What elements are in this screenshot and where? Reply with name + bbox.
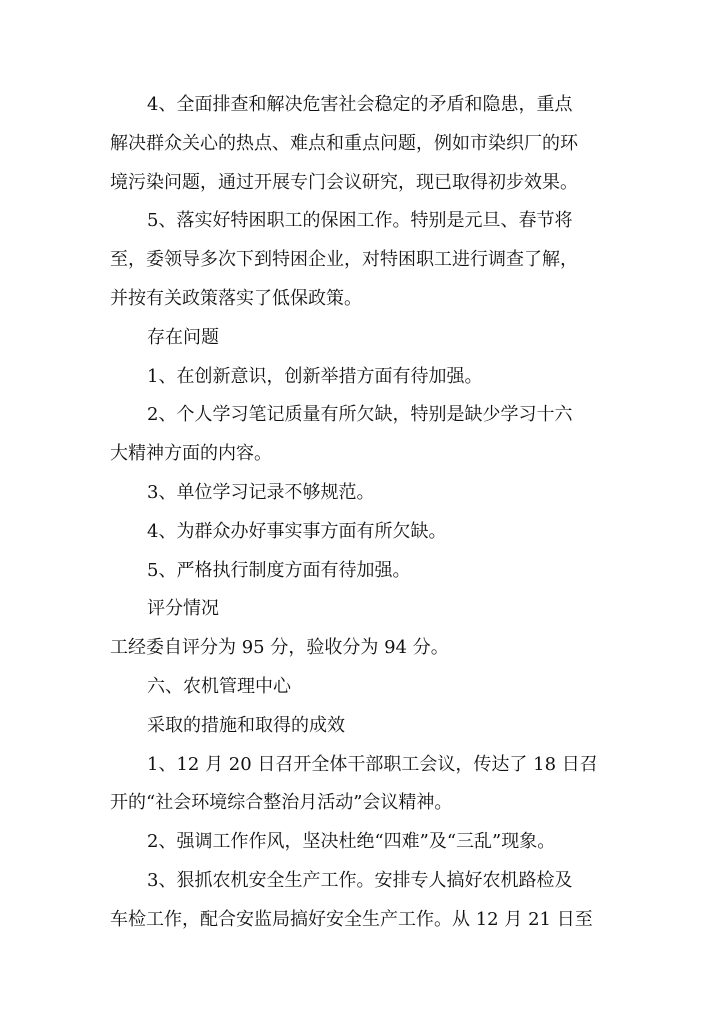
paragraph-line: 境污染问题，通过开展专门会议研究，现已取得初步效果。 bbox=[110, 171, 578, 193]
paragraph-line: 至，委领导多次下到特困企业，对特困职工进行调查了解， bbox=[110, 249, 578, 271]
section-heading: 存在问题 bbox=[147, 326, 219, 348]
section-heading: 六、农机管理中心 bbox=[147, 675, 291, 697]
paragraph-line: 2、个人学习笔记质量有所欠缺，特别是缺少学习十六 bbox=[147, 404, 573, 426]
paragraph-line: 开的“社会环境综合整治月活动”会议精神。 bbox=[110, 792, 453, 814]
paragraph-line: 大精神方面的内容。 bbox=[110, 443, 272, 465]
paragraph-line: 3、单位学习记录不够规范。 bbox=[147, 481, 375, 503]
paragraph-line: 3、狠抓农机安全生产工作。安排专人搞好农机路检及 bbox=[147, 869, 573, 891]
paragraph-line: 5、落实好特困职工的保困工作。特别是元旦、春节将 bbox=[147, 210, 573, 232]
paragraph-line: 2、强调工作作风，坚决杜绝“四难”及“三乱”现象。 bbox=[147, 831, 556, 853]
paragraph-line: 解决群众关心的热点、难点和重点问题，例如市染织厂的环 bbox=[110, 132, 578, 154]
paragraph-line: 工经委自评分为 95 分，验收分为 94 分。 bbox=[110, 637, 449, 659]
paragraph-line: 车检工作，配合安监局搞好安全生产工作。从 12 月 21 日至 bbox=[110, 908, 593, 930]
section-heading: 采取的措施和取得的成效 bbox=[147, 714, 345, 736]
paragraph-line: 4、全面排查和解决危害社会稳定的矛盾和隐患，重点 bbox=[147, 94, 573, 115]
paragraph-line: 1、12 月 20 日召开全体干部职工会议，传达了 18 日召 bbox=[147, 753, 598, 775]
paragraph-line: 并按有关政策落实了低保政策。 bbox=[110, 287, 362, 309]
paragraph-line: 4、为群众办好事实事方面有所欠缺。 bbox=[147, 520, 447, 542]
paragraph-line: 1、在创新意识，创新举措方面有待加强。 bbox=[147, 365, 483, 387]
section-heading: 评分情况 bbox=[147, 598, 219, 620]
document-body bbox=[110, 86, 608, 940]
paragraph-line: 5、严格执行制度方面有待加强。 bbox=[147, 559, 411, 581]
